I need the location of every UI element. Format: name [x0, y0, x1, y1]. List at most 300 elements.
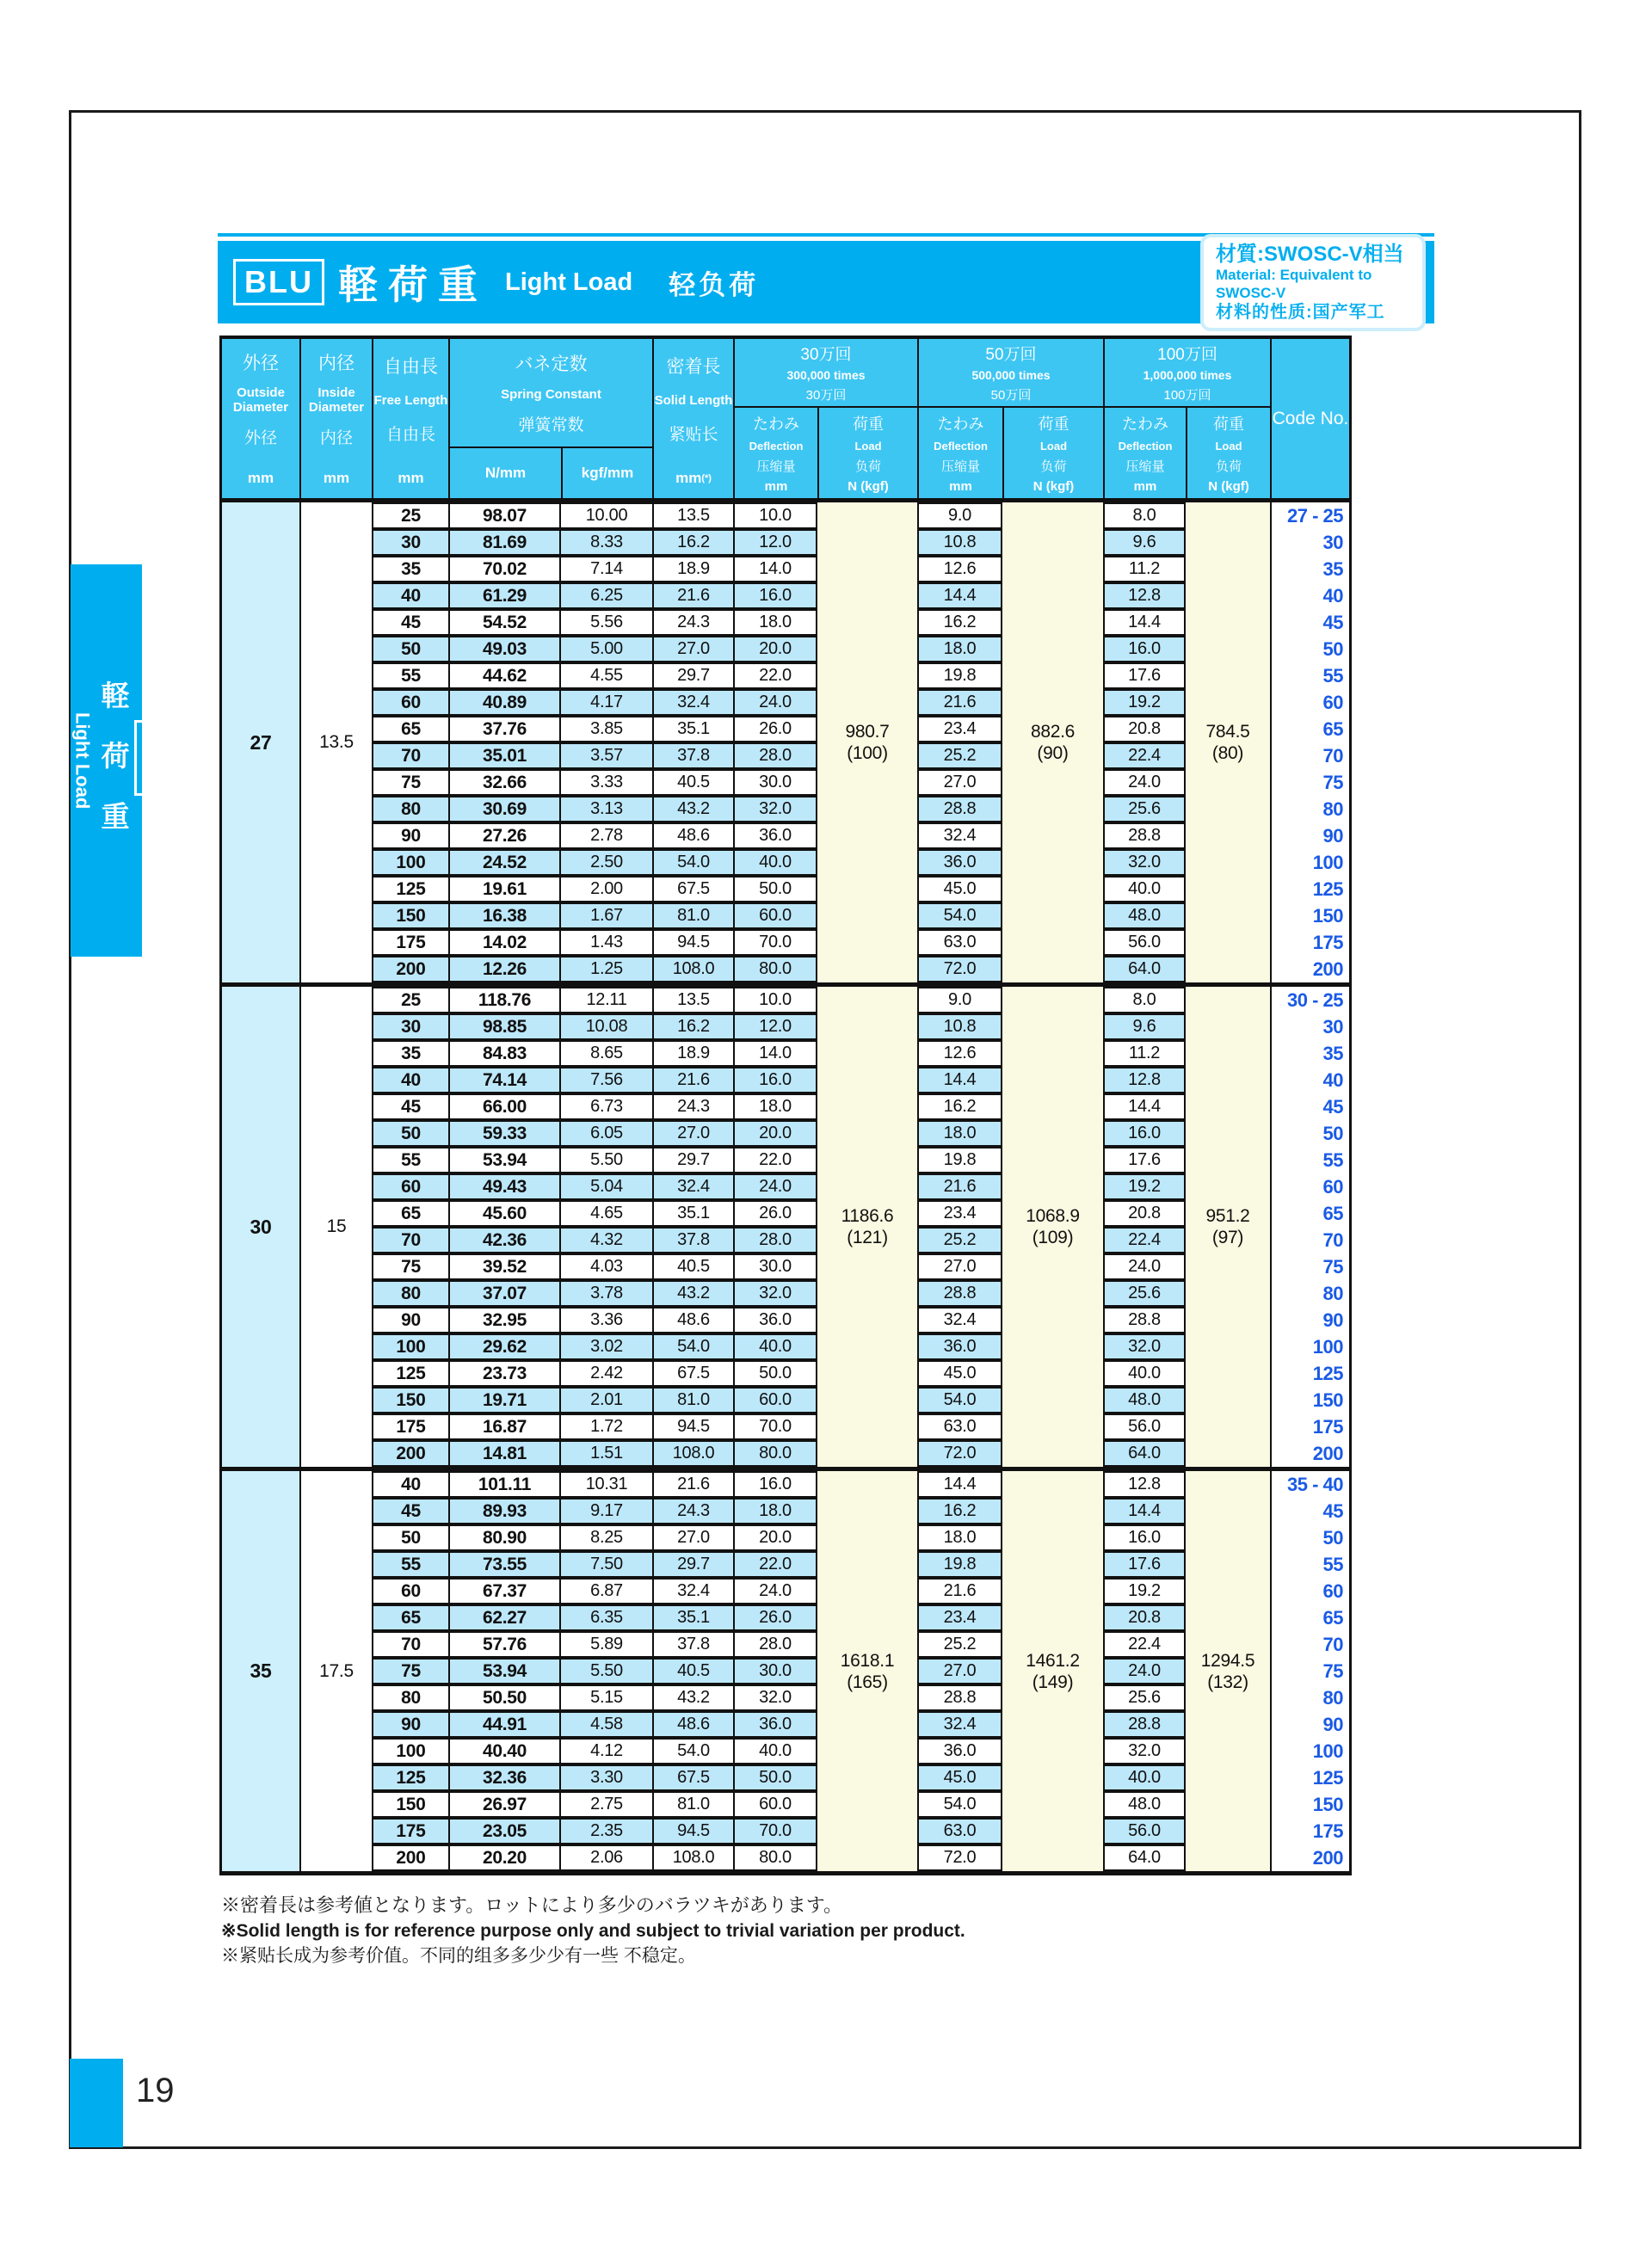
deflection-500k-cell: 23.4	[919, 716, 1002, 742]
banner	[218, 233, 1434, 323]
deflection-300k-cell: 50.0	[735, 1360, 817, 1387]
table-group-od30	[222, 982, 1349, 1467]
free-length-cell: 35	[373, 1040, 450, 1067]
deflection-300k-cell: 60.0	[735, 1791, 817, 1818]
deflection-1m-cell: 64.0	[1105, 1844, 1186, 1871]
code-cell: 70	[1272, 742, 1349, 769]
header-label: 密着長	[666, 357, 721, 378]
title-chinese: 轻负荷	[669, 269, 760, 300]
inside-diameter-cell: 13.5	[301, 502, 373, 982]
deflection-300k-cell: 28.0	[735, 1631, 817, 1658]
solid-length-cell: 18.9	[654, 1040, 735, 1067]
deflection-1m-cell: 19.2	[1105, 1173, 1186, 1200]
spring-constant-n-cell: 37.76	[450, 716, 561, 742]
solid-length-cell: 81.0	[654, 902, 735, 929]
deflection-300k-cell: 26.0	[735, 1200, 817, 1227]
deflection-300k-cell: 22.0	[735, 1551, 817, 1578]
header-label: 外径	[243, 354, 279, 373]
spring-constant-n-cell: 24.52	[450, 849, 561, 876]
deflection-1m-cell: 24.0	[1105, 1658, 1186, 1684]
deflection-300k-cell: 30.0	[735, 1253, 817, 1280]
load-cell: 882.6 (90)	[1002, 502, 1105, 982]
code-cell: 55	[1272, 662, 1349, 689]
header-spring-constant	[450, 339, 654, 498]
spring-constant-kgf-cell: 8.65	[561, 1040, 654, 1067]
free-length-cell: 150	[373, 902, 450, 929]
spring-constant-kgf-cell: 5.15	[561, 1684, 654, 1711]
code-cell: 80	[1272, 1684, 1349, 1711]
deflection-1m-cell: 17.6	[1105, 1551, 1186, 1578]
spring-constant-kgf-cell: 3.13	[561, 796, 654, 822]
deflection-500k-cell: 25.2	[919, 742, 1002, 769]
solid-length-cell: 35.1	[654, 1604, 735, 1631]
spring-constant-kgf-cell: 2.75	[561, 1791, 654, 1818]
free-length-cell: 150	[373, 1387, 450, 1413]
header-load-300k: 荷重 Load 负荷 N (kgf)	[817, 408, 917, 498]
deflection-500k-cell: 72.0	[919, 1844, 1002, 1871]
code-cell: 30	[1272, 529, 1349, 556]
free-length-cell: 90	[373, 1307, 450, 1333]
code-cell: 90	[1272, 1307, 1349, 1333]
table-group-od27	[222, 502, 1349, 982]
spring-constant-n-cell: 37.07	[450, 1280, 561, 1307]
spring-constant-kgf-cell: 2.78	[561, 822, 654, 849]
deflection-300k-cell: 18.0	[735, 1498, 817, 1524]
spring-constant-kgf-cell: 1.43	[561, 929, 654, 956]
header-label: Outside Diameter	[232, 385, 289, 415]
free-length-cell: 80	[373, 796, 450, 822]
deflection-300k-cell: 80.0	[735, 956, 817, 982]
solid-length-cell: 16.2	[654, 1013, 735, 1040]
solid-length-cell: 29.7	[654, 1147, 735, 1173]
deflection-500k-cell: 32.4	[919, 822, 1002, 849]
header-cycles-1m	[1105, 339, 1272, 498]
deflection-1m-cell: 25.6	[1105, 796, 1186, 822]
free-length-cell: 80	[373, 1684, 450, 1711]
free-length-cell: 30	[373, 1013, 450, 1040]
code-cell: 45	[1272, 609, 1349, 636]
solid-length-cell: 67.5	[654, 1764, 735, 1791]
material-en: Material: Equivalent to SWOSC-V	[1216, 266, 1372, 301]
spring-constant-n-cell: 35.01	[450, 742, 561, 769]
deflection-500k-cell: 19.8	[919, 1147, 1002, 1173]
header-label: 弹簧常数	[518, 416, 584, 435]
deflection-1m-cell: 14.4	[1105, 1093, 1186, 1120]
spring-constant-kgf-cell: 5.89	[561, 1631, 654, 1658]
deflection-500k-cell: 72.0	[919, 956, 1002, 982]
free-length-cell: 55	[373, 662, 450, 689]
deflection-1m-cell: 64.0	[1105, 1440, 1186, 1467]
solid-length-cell: 35.1	[654, 1200, 735, 1227]
deflection-300k-cell: 14.0	[735, 556, 817, 582]
header-label: 300,000 times	[786, 367, 866, 382]
header-unit-n-mm: N/mm	[484, 465, 527, 482]
deflection-1m-cell: 16.0	[1105, 1120, 1186, 1147]
deflection-1m-cell: 22.4	[1105, 1227, 1186, 1253]
deflection-1m-cell: 12.8	[1105, 1471, 1186, 1498]
code-cell: 90	[1272, 822, 1349, 849]
code-cell: 65	[1272, 716, 1349, 742]
deflection-500k-cell: 27.0	[919, 769, 1002, 796]
deflection-500k-cell: 25.2	[919, 1227, 1002, 1253]
deflection-300k-cell: 40.0	[735, 849, 817, 876]
solid-length-cell: 37.8	[654, 1227, 735, 1253]
code-cell: 125	[1272, 1360, 1349, 1387]
deflection-300k-cell: 16.0	[735, 582, 817, 609]
spring-constant-kgf-cell: 4.03	[561, 1253, 654, 1280]
deflection-300k-cell: 24.0	[735, 1578, 817, 1604]
free-length-cell: 40	[373, 582, 450, 609]
inside-diameter-cell: 15	[301, 987, 373, 1467]
free-length-cell: 40	[373, 1067, 450, 1093]
header-label: 自由長	[384, 357, 438, 378]
spring-constant-kgf-cell: 5.00	[561, 636, 654, 662]
free-length-cell: 175	[373, 1413, 450, 1440]
spring-constant-kgf-cell: 3.78	[561, 1280, 654, 1307]
solid-length-cell: 108.0	[654, 1440, 735, 1467]
header-label: 100万回	[1163, 387, 1211, 403]
spring-constant-n-cell: 81.69	[450, 529, 561, 556]
deflection-500k-cell: 12.6	[919, 556, 1002, 582]
deflection-1m-cell: 20.8	[1105, 1604, 1186, 1631]
code-cell: 45	[1272, 1498, 1349, 1524]
free-length-cell: 150	[373, 1791, 450, 1818]
deflection-1m-cell: 48.0	[1105, 1387, 1186, 1413]
deflection-500k-cell: 19.8	[919, 662, 1002, 689]
code-cell: 60	[1272, 1578, 1349, 1604]
header-code-no: Code No.	[1272, 408, 1349, 428]
side-tab-title-en: Light Load	[71, 711, 94, 810]
header-deflection-500k: たわみ Deflection 压缩量 mm	[934, 415, 988, 495]
deflection-500k-cell: 27.0	[919, 1253, 1002, 1280]
solid-length-cell: 21.6	[654, 1067, 735, 1093]
header-label: 500,000 times	[971, 367, 1051, 382]
deflection-500k-cell: 54.0	[919, 902, 1002, 929]
header-unit: mm	[323, 470, 350, 486]
spring-constant-n-cell: 50.50	[450, 1684, 561, 1711]
spring-constant-n-cell: 101.11	[450, 1471, 561, 1498]
deflection-300k-cell: 20.0	[735, 1524, 817, 1551]
header-load-1m: 荷重 Load 负荷 N (kgf)	[1186, 408, 1270, 498]
code-cell: 100	[1272, 1333, 1349, 1360]
footnote-jp: ※密着長は参考値となります。ロットにより多少のバラツキがあります。	[221, 1894, 843, 1916]
code-cell: 65	[1272, 1200, 1349, 1227]
side-tab-content	[41, 564, 172, 957]
deflection-1m-cell: 64.0	[1105, 956, 1186, 982]
code-cell: 60	[1272, 689, 1349, 716]
deflection-1m-cell: 14.4	[1105, 609, 1186, 636]
deflection-1m-cell: 8.0	[1105, 502, 1186, 529]
outside-diameter-cell: 35	[222, 1471, 301, 1871]
header-outside-diameter	[222, 339, 301, 498]
solid-length-cell: 29.7	[654, 1551, 735, 1578]
solid-length-cell: 48.6	[654, 1711, 735, 1738]
deflection-500k-cell: 16.2	[919, 609, 1002, 636]
code-cell: 175	[1272, 929, 1349, 956]
page-number: 19	[136, 2072, 175, 2109]
deflection-1m-cell: 32.0	[1105, 1333, 1186, 1360]
load-cell: 951.2 (97)	[1186, 987, 1272, 1467]
spring-constant-kgf-cell: 3.36	[561, 1307, 654, 1333]
solid-length-cell: 40.5	[654, 1253, 735, 1280]
free-length-cell: 55	[373, 1147, 450, 1173]
deflection-1m-cell: 40.0	[1105, 1360, 1186, 1387]
inside-diameter-cell: 17.5	[301, 1471, 373, 1871]
deflection-500k-cell: 25.2	[919, 1631, 1002, 1658]
deflection-300k-cell: 36.0	[735, 822, 817, 849]
deflection-1m-cell: 25.6	[1105, 1684, 1186, 1711]
code-cell: 70	[1272, 1227, 1349, 1253]
spring-constant-kgf-cell: 3.02	[561, 1333, 654, 1360]
free-length-cell: 100	[373, 1333, 450, 1360]
code-cell: 150	[1272, 902, 1349, 929]
deflection-300k-cell: 20.0	[735, 1120, 817, 1147]
code-cell: 100	[1272, 849, 1349, 876]
spring-constant-kgf-cell: 2.42	[561, 1360, 654, 1387]
spring-constant-n-cell: 12.26	[450, 956, 561, 982]
deflection-1m-cell: 9.6	[1105, 1013, 1186, 1040]
header-deflection-1m: たわみ Deflection 压缩量 mm	[1118, 415, 1173, 495]
deflection-300k-cell: 26.0	[735, 716, 817, 742]
code-cell: 75	[1272, 1253, 1349, 1280]
header-label: Free Length	[373, 392, 448, 408]
deflection-1m-cell: 17.6	[1105, 662, 1186, 689]
deflection-1m-cell: 28.8	[1105, 1711, 1186, 1738]
solid-length-cell: 94.5	[654, 1413, 735, 1440]
free-length-cell: 50	[373, 1120, 450, 1147]
side-tab-title-cn: 轻负荷	[41, 733, 65, 805]
spring-constant-kgf-cell: 8.33	[561, 529, 654, 556]
deflection-500k-cell: 32.4	[919, 1711, 1002, 1738]
spring-constant-kgf-cell: 9.17	[561, 1498, 654, 1524]
load-cell: 784.5 (80)	[1186, 502, 1272, 982]
solid-length-cell: 37.8	[654, 742, 735, 769]
solid-length-cell: 67.5	[654, 1360, 735, 1387]
deflection-500k-cell: 21.6	[919, 689, 1002, 716]
spring-constant-n-cell: 14.81	[450, 1440, 561, 1467]
solid-length-cell: 27.0	[654, 1524, 735, 1551]
header-label: 50万回	[985, 346, 1037, 365]
deflection-300k-cell: 60.0	[735, 1387, 817, 1413]
spring-constant-n-cell: 26.97	[450, 1791, 561, 1818]
title-english: Light Load	[505, 268, 633, 296]
spring-constant-n-cell: 57.76	[450, 1631, 561, 1658]
solid-length-cell: 24.3	[654, 609, 735, 636]
spring-constant-n-cell: 67.37	[450, 1578, 561, 1604]
header-label: 100万回	[1157, 346, 1217, 365]
deflection-300k-cell: 60.0	[735, 902, 817, 929]
spring-constant-kgf-cell: 1.72	[561, 1413, 654, 1440]
spring-constant-kgf-cell: 3.30	[561, 1764, 654, 1791]
product-code-badge: BLU	[233, 259, 324, 305]
free-length-cell: 65	[373, 1200, 450, 1227]
code-cell: 30 - 25	[1272, 987, 1349, 1013]
deflection-1m-cell: 40.0	[1105, 876, 1186, 902]
free-length-cell: 70	[373, 1631, 450, 1658]
spring-constant-kgf-cell: 4.65	[561, 1200, 654, 1227]
code-cell: 50	[1272, 1120, 1349, 1147]
free-length-cell: 175	[373, 1818, 450, 1844]
footnote-en: ※Solid length is for reference purpose only and subject to trivial variation per product.	[221, 1921, 965, 1941]
spring-constant-n-cell: 27.26	[450, 822, 561, 849]
free-length-cell: 45	[373, 1498, 450, 1524]
spring-constant-kgf-cell: 4.32	[561, 1227, 654, 1253]
page-number-block	[70, 2059, 123, 2147]
header-label: Inside Diameter	[308, 385, 365, 415]
deflection-300k-cell: 12.0	[735, 529, 817, 556]
free-length-cell: 200	[373, 1844, 450, 1871]
solid-length-cell: 43.2	[654, 1684, 735, 1711]
spring-constant-n-cell: 118.76	[450, 987, 561, 1013]
spring-constant-n-cell: 14.02	[450, 929, 561, 956]
deflection-300k-cell: 50.0	[735, 876, 817, 902]
code-cell: 90	[1272, 1711, 1349, 1738]
code-cell: 75	[1272, 769, 1349, 796]
deflection-1m-cell: 20.8	[1105, 1200, 1186, 1227]
deflection-300k-cell: 70.0	[735, 1818, 817, 1844]
deflection-500k-cell: 45.0	[919, 1360, 1002, 1387]
spring-constant-n-cell: 61.29	[450, 582, 561, 609]
header-label: Spring Constant	[501, 386, 601, 402]
table-group-od35	[222, 1467, 1349, 1871]
header-label: Solid Length	[654, 392, 733, 408]
deflection-300k-cell: 14.0	[735, 1040, 817, 1067]
outside-diameter-cell: 30	[222, 987, 301, 1467]
code-cell: 80	[1272, 796, 1349, 822]
spring-constant-n-cell: 62.27	[450, 1604, 561, 1631]
deflection-1m-cell: 40.0	[1105, 1764, 1186, 1791]
deflection-300k-cell: 40.0	[735, 1333, 817, 1360]
solid-length-cell: 32.4	[654, 1173, 735, 1200]
solid-length-cell: 40.5	[654, 769, 735, 796]
deflection-300k-cell: 30.0	[735, 769, 817, 796]
free-length-cell: 70	[373, 1227, 450, 1253]
code-cell: 125	[1272, 1764, 1349, 1791]
spring-constant-kgf-cell: 4.17	[561, 689, 654, 716]
spring-constant-n-cell: 54.52	[450, 609, 561, 636]
deflection-1m-cell: 20.8	[1105, 716, 1186, 742]
spring-constant-kgf-cell: 2.06	[561, 1844, 654, 1871]
header-free-length	[373, 339, 450, 498]
spring-constant-n-cell: 40.89	[450, 689, 561, 716]
code-cell: 125	[1272, 876, 1349, 902]
header-cycles-300k	[735, 339, 919, 498]
load-cell: 1068.9 (109)	[1002, 987, 1105, 1467]
spring-constant-n-cell: 98.85	[450, 1013, 561, 1040]
deflection-500k-cell: 9.0	[919, 502, 1002, 529]
code-cell: 60	[1272, 1173, 1349, 1200]
spring-constant-kgf-cell: 3.85	[561, 716, 654, 742]
free-length-cell: 175	[373, 929, 450, 956]
deflection-1m-cell: 28.8	[1105, 1307, 1186, 1333]
spring-constant-n-cell: 49.03	[450, 636, 561, 662]
deflection-300k-cell: 32.0	[735, 1280, 817, 1307]
free-length-cell: 50	[373, 636, 450, 662]
side-tab	[41, 564, 167, 957]
solid-length-cell: 43.2	[654, 796, 735, 822]
deflection-300k-cell: 10.0	[735, 502, 817, 529]
deflection-300k-cell: 24.0	[735, 689, 817, 716]
code-cell: 27 - 25	[1272, 502, 1349, 529]
solid-length-cell: 94.5	[654, 1818, 735, 1844]
code-cell: 175	[1272, 1818, 1349, 1844]
spring-constant-n-cell: 80.90	[450, 1524, 561, 1551]
free-length-cell: 90	[373, 822, 450, 849]
spring-constant-kgf-cell: 12.11	[561, 987, 654, 1013]
deflection-1m-cell: 11.2	[1105, 556, 1186, 582]
solid-length-cell: 94.5	[654, 929, 735, 956]
spring-constant-n-cell: 70.02	[450, 556, 561, 582]
free-length-cell: 45	[373, 609, 450, 636]
load-cell: 980.7 (100)	[817, 502, 919, 982]
deflection-500k-cell: 9.0	[919, 987, 1002, 1013]
deflection-500k-cell: 28.8	[919, 796, 1002, 822]
deflection-1m-cell: 12.8	[1105, 1067, 1186, 1093]
spring-constant-n-cell: 30.69	[450, 796, 561, 822]
deflection-300k-cell: 28.0	[735, 1227, 817, 1253]
free-length-cell: 75	[373, 1658, 450, 1684]
spring-constant-kgf-cell: 2.35	[561, 1818, 654, 1844]
solid-length-cell: 24.3	[654, 1498, 735, 1524]
deflection-500k-cell: 36.0	[919, 849, 1002, 876]
free-length-cell: 60	[373, 1578, 450, 1604]
code-cell: 65	[1272, 1604, 1349, 1631]
spring-constant-kgf-cell: 1.25	[561, 956, 654, 982]
code-cell: 35 - 40	[1272, 1471, 1349, 1498]
deflection-1m-cell: 32.0	[1105, 849, 1186, 876]
header-label: 内径	[319, 429, 353, 447]
deflection-300k-cell: 28.0	[735, 742, 817, 769]
deflection-1m-cell: 22.4	[1105, 1631, 1186, 1658]
code-cell: 150	[1272, 1387, 1349, 1413]
code-cell: 80	[1272, 1280, 1349, 1307]
header-label: 50万回	[990, 387, 1032, 403]
header-solid-length	[654, 339, 735, 498]
code-cell: 200	[1272, 1844, 1349, 1871]
deflection-500k-cell: 32.4	[919, 1307, 1002, 1333]
spring-constant-n-cell: 53.94	[450, 1658, 561, 1684]
deflection-1m-cell: 48.0	[1105, 902, 1186, 929]
code-cell: 30	[1272, 1013, 1349, 1040]
deflection-500k-cell: 36.0	[919, 1738, 1002, 1764]
deflection-500k-cell: 21.6	[919, 1173, 1002, 1200]
spring-constant-kgf-cell: 4.58	[561, 1711, 654, 1738]
spring-constant-kgf-cell: 4.12	[561, 1738, 654, 1764]
deflection-1m-cell: 56.0	[1105, 929, 1186, 956]
spring-constant-n-cell: 23.05	[450, 1818, 561, 1844]
deflection-500k-cell: 63.0	[919, 1818, 1002, 1844]
solid-length-cell: 67.5	[654, 876, 735, 902]
header-label: 紧贴长	[669, 425, 718, 444]
spring-constant-kgf-cell: 2.00	[561, 876, 654, 902]
solid-length-cell: 43.2	[654, 1280, 735, 1307]
deflection-500k-cell: 23.4	[919, 1604, 1002, 1631]
spring-constant-n-cell: 32.66	[450, 769, 561, 796]
spring-constant-kgf-cell: 6.25	[561, 582, 654, 609]
deflection-500k-cell: 28.8	[919, 1280, 1002, 1307]
solid-length-cell: 48.6	[654, 1307, 735, 1333]
header-load-500k: 荷重 Load 负荷 N (kgf)	[1002, 408, 1103, 498]
spring-constant-n-cell: 66.00	[450, 1093, 561, 1120]
deflection-500k-cell: 45.0	[919, 876, 1002, 902]
free-length-cell: 80	[373, 1280, 450, 1307]
spring-constant-kgf-cell: 10.00	[561, 502, 654, 529]
free-length-cell: 90	[373, 1711, 450, 1738]
material-info-box	[1200, 234, 1426, 331]
free-length-cell: 60	[373, 1173, 450, 1200]
code-cell: 35	[1272, 1040, 1349, 1067]
code-cell: 45	[1272, 1093, 1349, 1120]
